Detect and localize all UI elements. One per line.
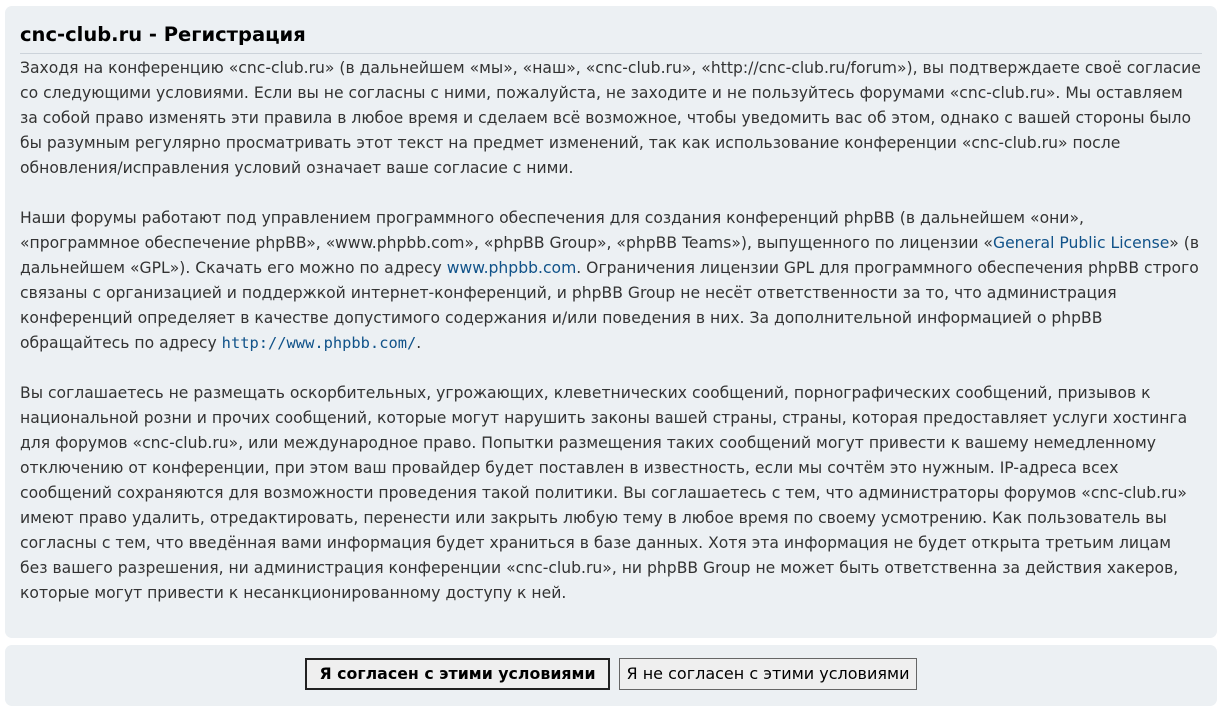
terms-text: » (в дальнейшем «GPL»). Скачать его можно по адресу [20, 234, 1200, 277]
actions-panel [5, 645, 1217, 706]
gpl-license-link[interactable]: General Public License [992, 234, 1170, 252]
page-title: cnc-club.ru - Регистрация [20, 23, 1202, 54]
disagree-button[interactable]: Я не согласен с этими условиями [619, 658, 917, 690]
terms-paragraph-3: Вы соглашаетесь не размещать оскорбительных, угрожающих, клеветнических сообщений, порнографических сообщений, призывов к национальной розни и прочих сообщений, которые могут нарушить законы вашей страны, страны, которая предоставляет услуги хостинга для форумов «cnc-club.ru», или международное право. Попытки размещения таких сообщений могут привести к вашему немедленному отключению от конференции, при этом ваш провайдер будет поставлен в известность, если мы сочтём это нужным. IP-адреса всех сообщений сохраняются для возможности проведения такой политики. Вы соглашаетесь с тем, что администраторы форумов «cnc-club.ru» имеют право удалить, отредактировать, перенести или закрыть любую тему в любое время по своему усмотрению. Как пользователь вы согласны с тем, что введённая вами информация будет храниться в базе данных. Хотя эта информация не будет открыта третьим лицам без вашего разрешения, ни администрация конференции «cnc-club.ru», ни phpBB Group не может быть ответственна за действия хакеров, которые могут привести к несанкционированному доступу к ней. [20, 384, 1188, 602]
terms-content [20, 54, 1202, 606]
agree-button[interactable]: Я согласен с этими условиями [305, 658, 610, 690]
terms-paragraph-2 [20, 206, 1202, 356]
terms-text: Наши форумы работают под управлением программного обеспечения для создания конференций phpBB (в дальнейшем «они», «программное обеспечение phpBB», «www.phpbb.com», «phpBB Group», «phpBB Teams»), выпущенного по лицензии « [20, 209, 1084, 252]
terms-text: . [416, 334, 422, 352]
terms-panel [5, 6, 1217, 638]
phpbb-site-link[interactable]: www.phpbb.com [446, 259, 577, 277]
terms-text: . Ограничения лицензии GPL для программного обеспечения phpBB строго связаны с организацией и поддержкой интернет-конференций, и phpBB Group не несёт ответственности за то, что администрация конференций определяет в качестве допустимого содержания и/или поведения в них. За дополнительной информацией о phpBB обращайтесь по адресу [20, 259, 1199, 352]
terms-paragraph-1: Заходя на конференцию «cnc-club.ru» (в дальнейшем «мы», «наш», «cnc-club.ru», «http://cnc-club.ru/forum»), вы подтверждаете своё согласие со следующими условиями. Если вы не согласны с ними, пожалуйста, не заходите и не пользуйтесь форумами «cnc-club.ru». Мы оставляем за собой право изменять эти правила в любое время и сделаем всё возможное, чтобы уведомить вас об этом, однако с вашей стороны было бы разумным регулярно просматривать этот текст на предмет изменений, так как использование конференции «cnc-club.ru» после обновления/исправления условий означает ваше согласие с ними. [20, 59, 1201, 177]
phpbb-url-link[interactable]: http://www.phpbb.com/ [221, 334, 417, 352]
